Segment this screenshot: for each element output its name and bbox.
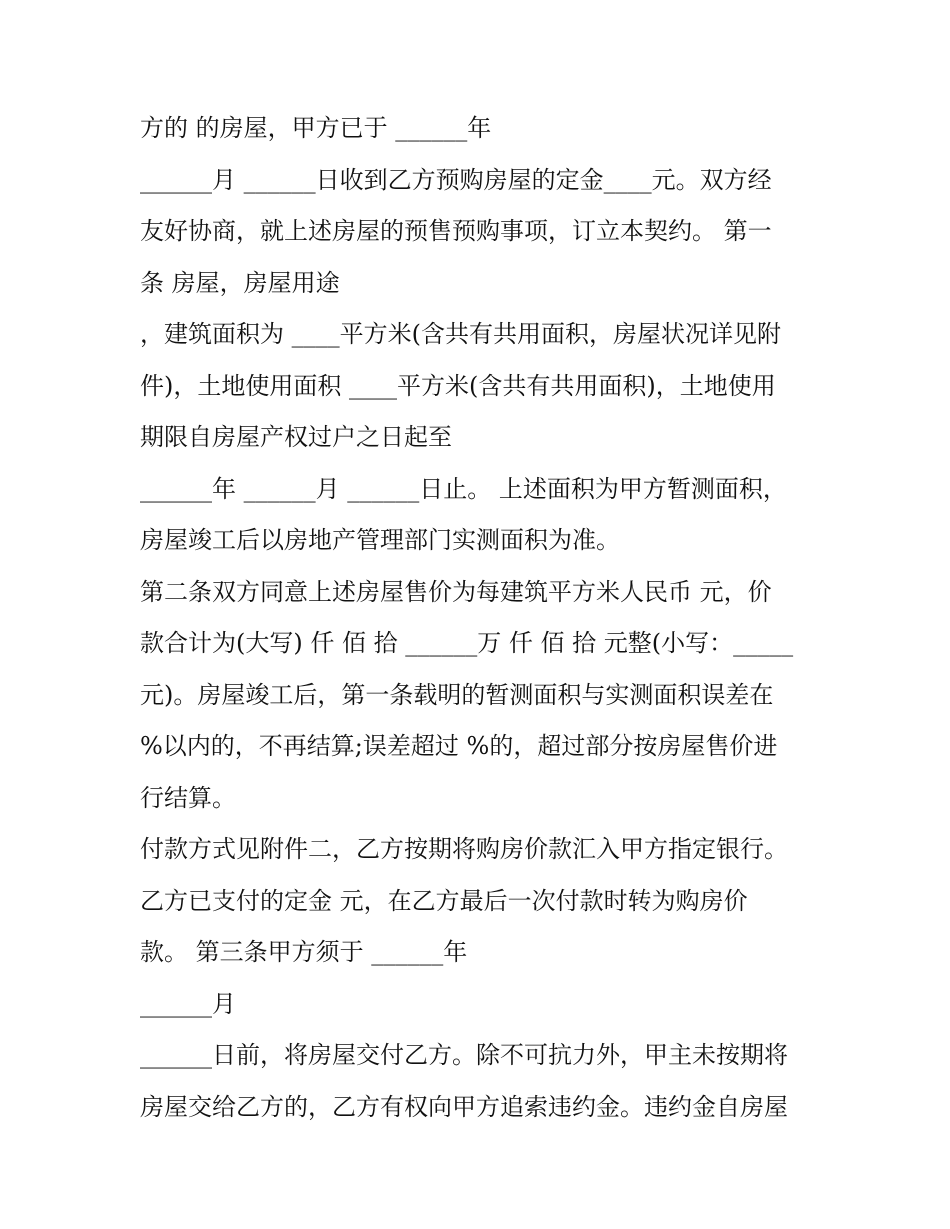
text-line: ______月 ______日收到乙方预购房屋的定金____元。双方经 [140, 165, 772, 194]
text-line: 元)。房屋竣工后，第一条载明的暂测面积与实测面积误差在 [140, 680, 774, 709]
text-line: ______月 [140, 989, 236, 1018]
text-line: 第二条双方同意上述房屋售价为每建筑平方米人民币 元，价 [140, 577, 772, 606]
text-line: ______日前，将房屋交付乙方。除不可抗力外，甲主未按期将 [140, 1041, 788, 1069]
text-line: %以内的，不再结算;误差超过 %的，超过部分按房屋售价进 [140, 732, 778, 760]
text-line: 条 房屋，房屋用途 [140, 268, 340, 297]
text-line: ______年 ______月 ______日止。 上述面积为甲方暂测面积， [140, 474, 787, 503]
text-line: ，建筑面积为 ____平方米(含共有共用面积，房屋状况详见附 [140, 320, 781, 348]
text-line: 行结算。 [140, 783, 236, 812]
text-line: 款合计为(大写) 仟 佰 拾 ______万 仟 佰 拾 元整(小写：_____ [140, 629, 794, 657]
text-line: 房屋竣工后以房地产管理部门实测面积为准。 [140, 526, 620, 554]
contract-text [140, 108, 820, 1138]
text-line: 付款方式见附件二，乙方按期将购房价款汇入甲方指定银行。 [140, 835, 788, 863]
text-line: 期限自房屋产权过户之日起至 [140, 423, 452, 451]
text-line: 件)，土地使用面积 ____平方米(含共有共用面积)，土地使用 [140, 371, 776, 400]
text-line: 房屋交给乙方的，乙方有权向甲方追索违约金。违约金自房屋 [140, 1092, 788, 1121]
text-line: 款。 第三条甲方须于 ______年 [140, 938, 468, 966]
text-line: 友好协商，就上述房屋的预售预购事项，订立本契约。 第一 [140, 217, 772, 245]
text-line: 乙方已支付的定金 元，在乙方最后一次付款时转为购房价 [140, 886, 748, 915]
text-line: 方的 的房屋，甲方已于 ______年 [140, 114, 492, 142]
